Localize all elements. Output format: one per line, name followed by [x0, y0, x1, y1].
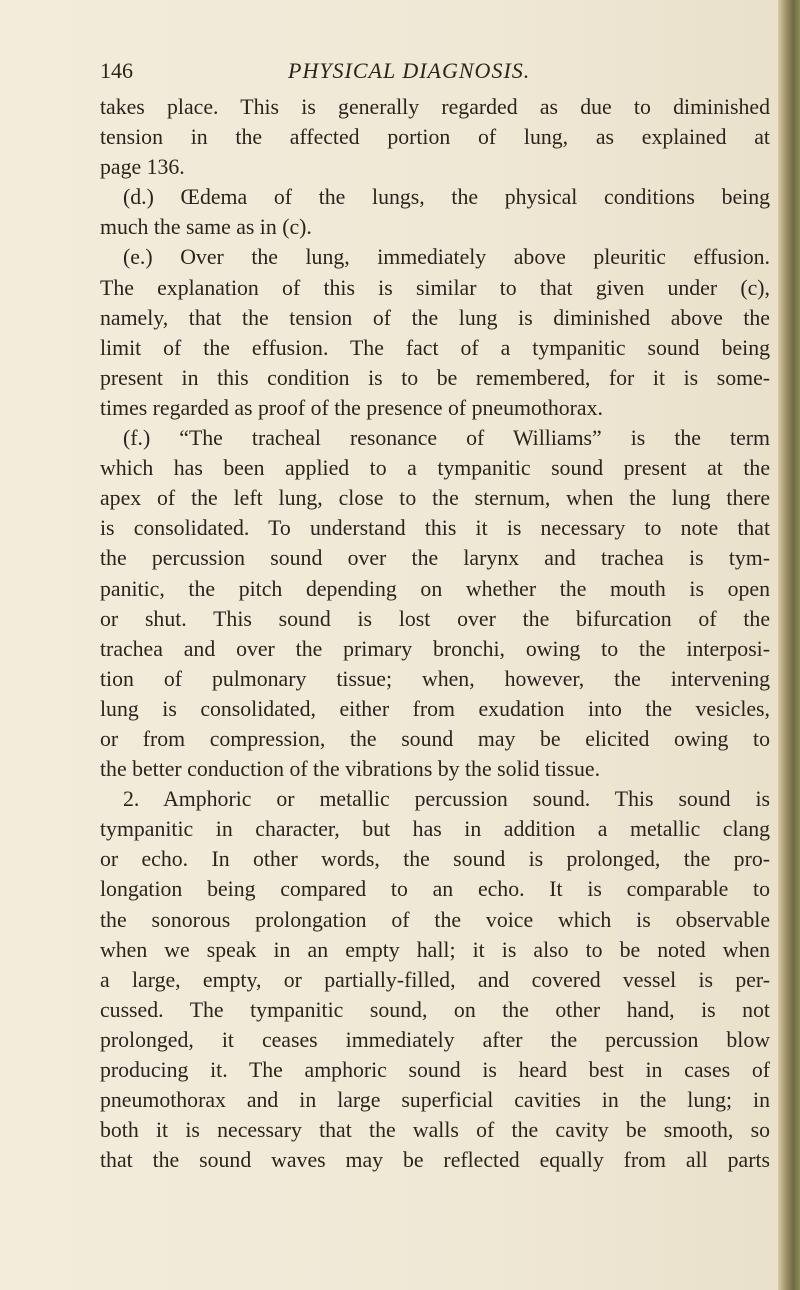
text-line: the better conduction of the vibrations by the solid tissue. [100, 757, 601, 782]
page-number: 146 [100, 58, 133, 83]
text-line: times regarded as proof of the presence of pneumothorax. [100, 395, 603, 420]
page-header [100, 58, 780, 92]
text-line: cussed. The tympanitic sound, on the other hand, is not [100, 997, 770, 1022]
text-line: when we speak in an empty hall; it is also to be noted when [100, 937, 770, 962]
text-line: the sonorous prolongation of the voice which is observable [100, 907, 770, 932]
text-line: lung is consolidated, either from exudation into the vesicles, [100, 696, 770, 721]
text-line: that the sound waves may be reflected equally from all parts [100, 1148, 770, 1173]
paragraph-e-start: (e.) Over the lung, immediately above pleuritic effusion. [123, 245, 770, 270]
text-line: panitic, the pitch depending on whether the mouth is open [100, 576, 770, 601]
text-line: trachea and over the primary bronchi, owing to the interposi- [100, 636, 770, 661]
running-title: PHYSICAL DIAGNOSIS. [288, 58, 531, 83]
text-line: producing it. The amphoric sound is heard best in cases of [100, 1058, 770, 1082]
text-line: takes place. This is generally regarded as due to diminished [100, 95, 770, 119]
page-edge [778, 0, 800, 1290]
paragraph-d-start: (d.) Œdema of the lungs, the physical conditions being [123, 185, 770, 210]
text-line: tympanitic in character, but has in addition a metallic clang [100, 817, 770, 842]
text-line: the percussion sound over the larynx and trachea is tym- [100, 546, 770, 571]
text-line: tension in the affected portion of lung, as explained at [100, 125, 770, 150]
text-line: or from compression, the sound may be elicited owing to [100, 726, 770, 751]
text-line: or echo. In other words, the sound is prolonged, the pro- [100, 847, 770, 872]
paragraph-f-start: (f.) “The tracheal resonance of Williams” is the term [123, 426, 770, 451]
text-line: apex of the left lung, close to the sternum, when the lung there [100, 486, 770, 511]
text-line: a large, empty, or partially-filled, and covered vessel is per- [100, 967, 770, 992]
text-line: prolonged, it ceases immediately after the percussion blow [100, 1027, 770, 1052]
body-text [100, 92, 770, 1175]
text-line: The explanation of this is similar to that given under (c), [100, 275, 770, 300]
text-line: tion of pulmonary tissue; when, however, the intervening [100, 666, 770, 691]
text-line: or shut. This sound is lost over the bifurcation of the [100, 606, 770, 631]
text-line: is consolidated. To understand this it is necessary to note that [100, 516, 770, 541]
text-line: page 136. [100, 155, 185, 180]
text-line: pneumothorax and in large superficial cavities in the lung; in [100, 1088, 770, 1113]
text-line: namely, that the tension of the lung is diminished above the [100, 305, 770, 330]
section-2-start: 2. Amphoric or metallic percussion sound. This sound is [123, 787, 770, 812]
text-line: present in this condition is to be remembered, for it is some- [100, 365, 770, 390]
text-line: much the same as in (c). [100, 215, 312, 240]
text-line: limit of the effusion. The fact of a tympanitic sound being [100, 335, 770, 360]
text-line: longation being compared to an echo. It is comparable to [100, 877, 770, 902]
text-line: both it is necessary that the walls of the cavity be smooth, so [100, 1118, 770, 1143]
text-line: which has been applied to a tympanitic sound present at the [100, 456, 770, 481]
